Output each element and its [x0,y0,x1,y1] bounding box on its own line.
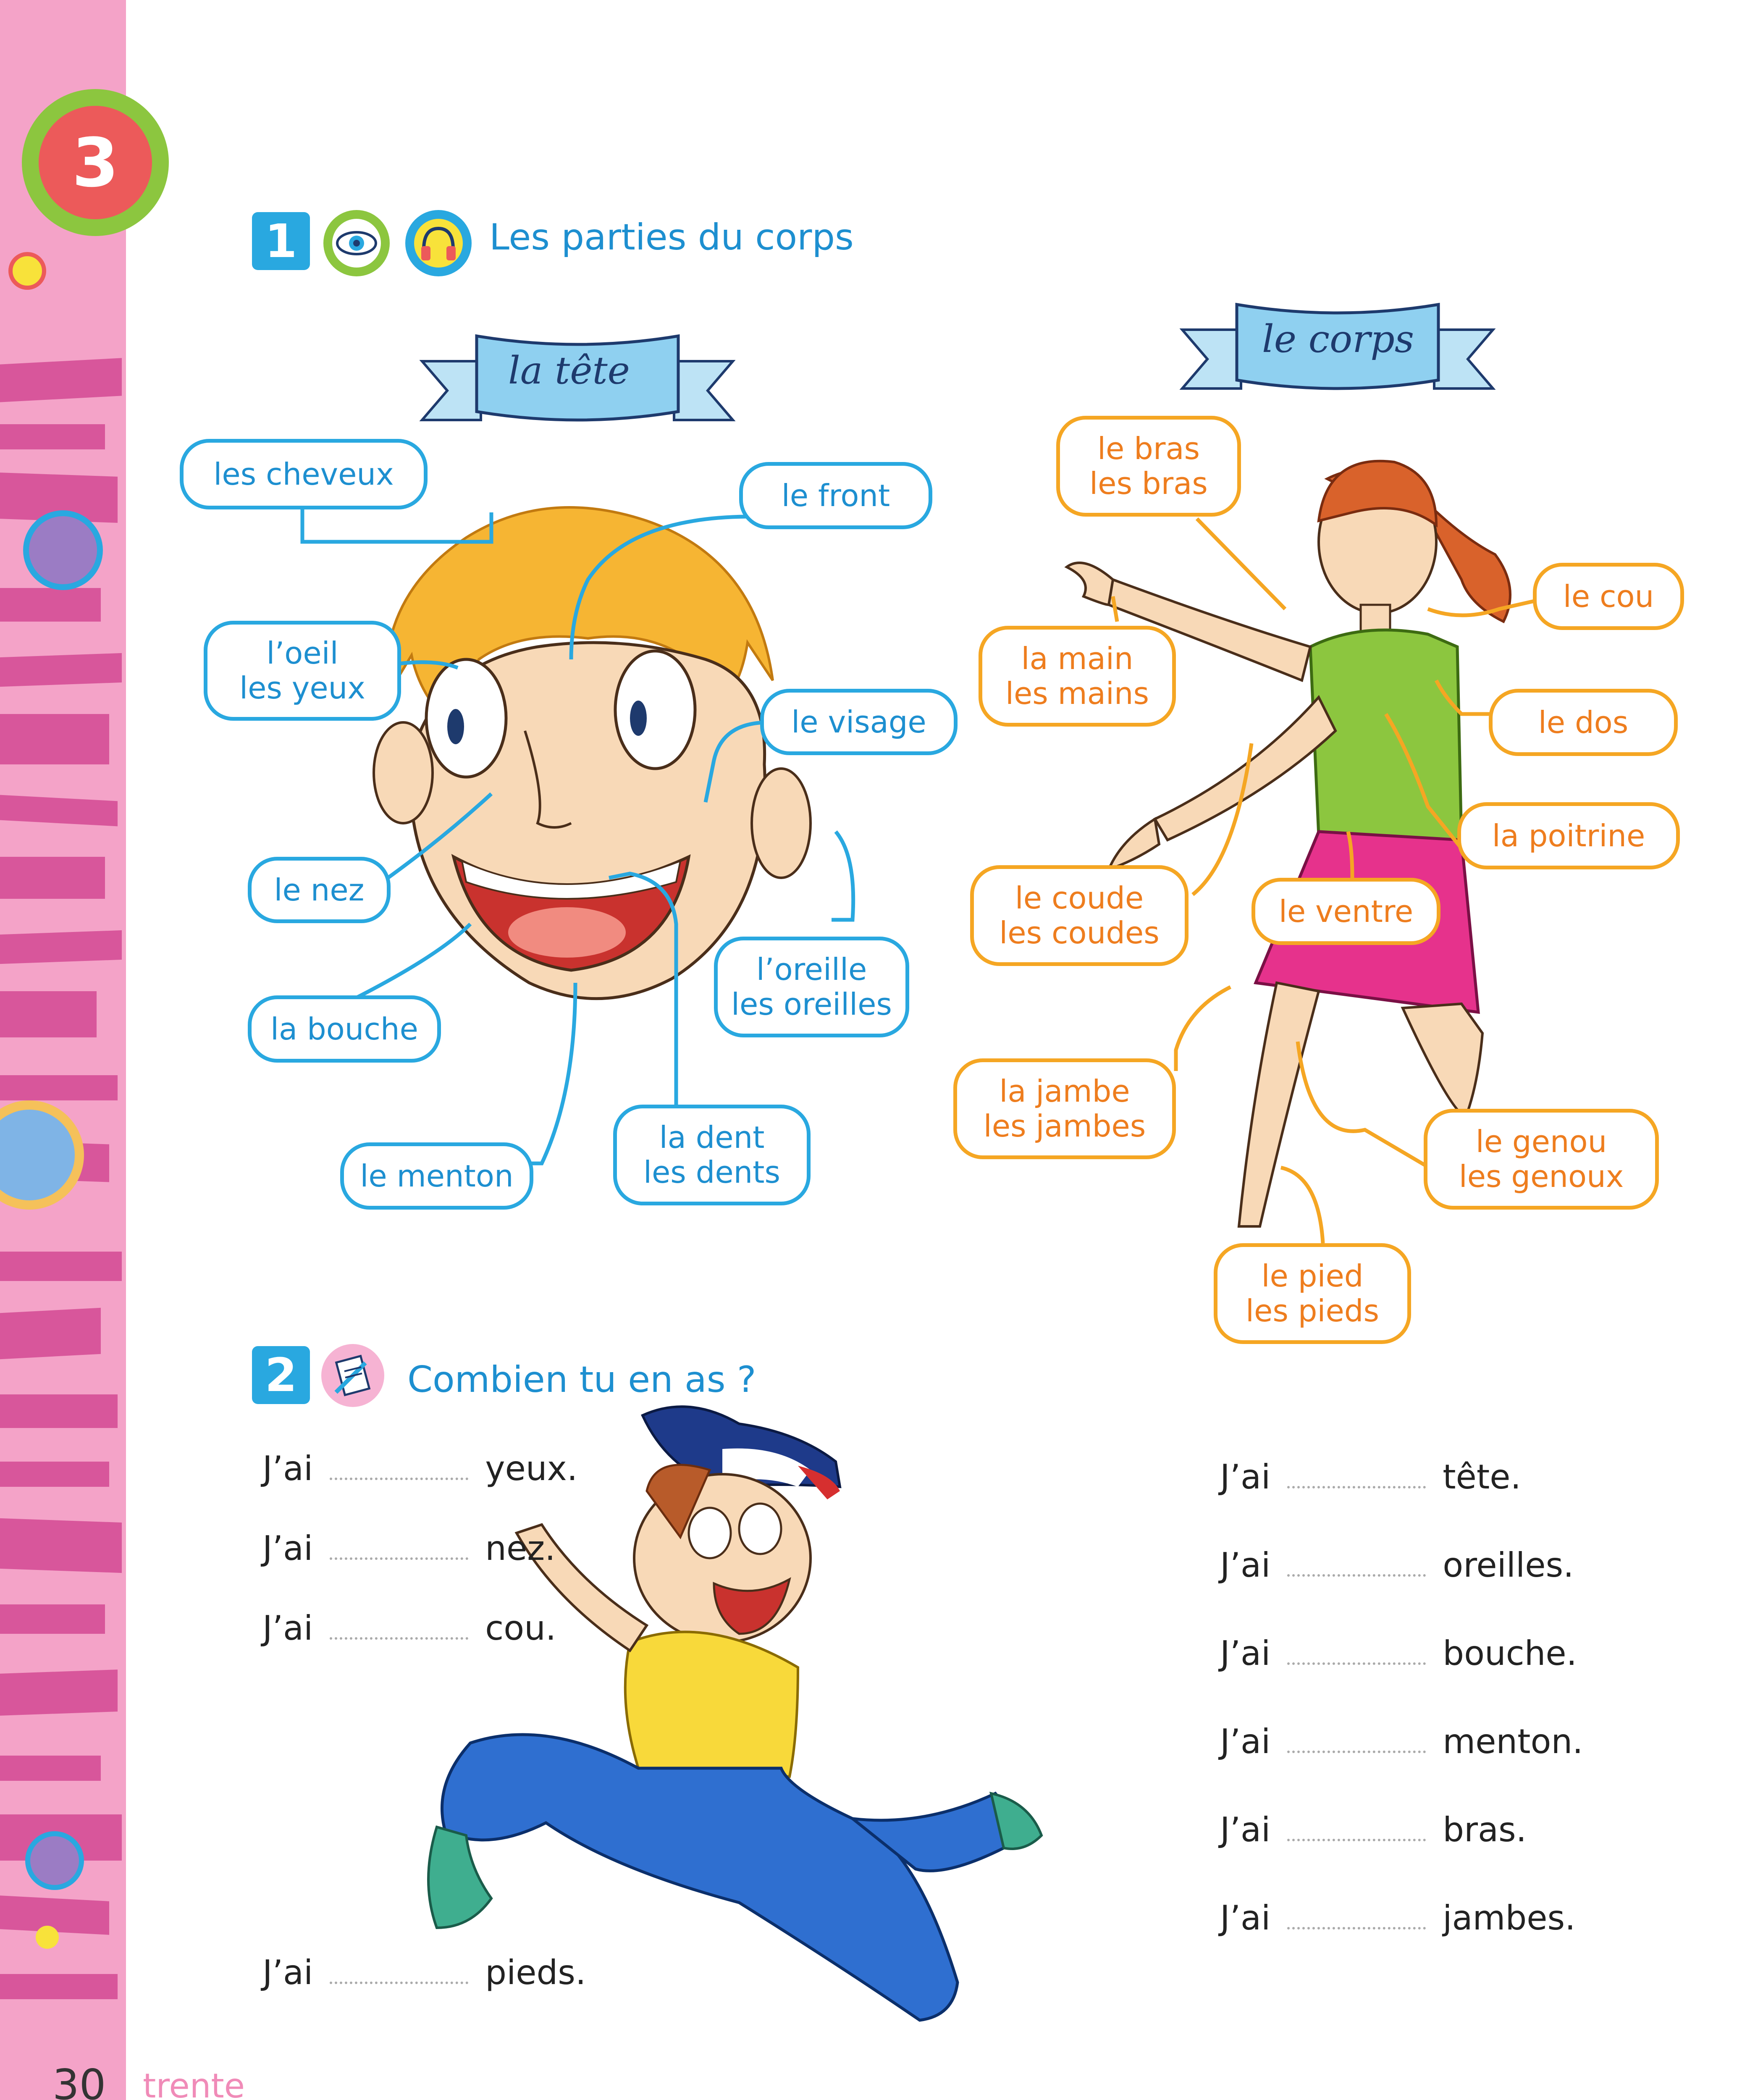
answer-blank[interactable] [330,1469,468,1480]
sentence-bouche: J’ai bouche. [1220,1634,1577,1673]
label-main: la main les mains [979,626,1176,727]
sentence-tete: J’ai tête. [1220,1457,1521,1496]
sentence-menton: J’ai menton. [1220,1722,1583,1761]
label-menton: le menton [340,1142,533,1210]
label-oeil: l’oeil les yeux [204,621,401,721]
sentence-pieds: J’ai pieds. [262,1953,586,1992]
sentence-cou: J’ai cou. [262,1609,556,1648]
answer-blank[interactable] [330,1629,468,1640]
label-front: le front [739,462,932,529]
label-bras: le bras les bras [1056,416,1241,517]
answer-blank[interactable] [1287,1478,1426,1488]
label-nez: le nez [248,857,391,923]
sentence-yeux: J’ai yeux. [262,1449,578,1488]
page-number-word: trente [143,2066,245,2100]
answer-blank[interactable] [330,1973,468,1984]
answer-blank[interactable] [1287,1742,1426,1753]
label-pied: le pied les pieds [1214,1243,1411,1344]
exercise-1-number: 1 [252,212,310,270]
label-dent: la dent les dents [613,1105,811,1205]
label-jambe: la jambe les jambes [953,1058,1176,1159]
sentence-oreilles: J’ai oreilles. [1220,1546,1574,1585]
exercise-2-title: Combien tu en as ? [407,1359,756,1401]
pencil-paper-icon [321,1344,384,1407]
label-genou: le genou les genoux [1424,1109,1659,1210]
label-visage: le visage [760,689,958,755]
exercise-1-title: Les parties du corps [489,216,854,258]
label-dos: le dos [1489,689,1678,756]
sentence-nez: J’ai nez. [262,1529,556,1568]
answer-blank[interactable] [1287,1919,1426,1929]
exercise-2-number: 2 [252,1346,310,1404]
page-number: 30 [52,2060,106,2100]
label-cheveux: les cheveux [180,439,428,509]
label-ventre: le ventre [1251,878,1440,945]
head-ribbon-text: la tête [508,349,630,393]
label-bouche: la bouche [248,995,441,1063]
sentence-jambes: J’ai jambes. [1220,1898,1576,1937]
unit-number: 3 [39,106,152,219]
label-coude: le coude les coudes [970,865,1189,966]
label-oreille: l’oreille les oreilles [714,937,909,1037]
label-cou: le cou [1533,563,1684,630]
answer-blank[interactable] [1287,1566,1426,1577]
answer-blank[interactable] [1287,1654,1426,1665]
sentence-bras: J’ai bras. [1220,1810,1527,1849]
body-ribbon-text: le corps [1262,317,1414,361]
label-poitrine: la poitrine [1457,802,1680,869]
answer-blank[interactable] [1287,1830,1426,1841]
answer-blank[interactable] [330,1549,468,1560]
